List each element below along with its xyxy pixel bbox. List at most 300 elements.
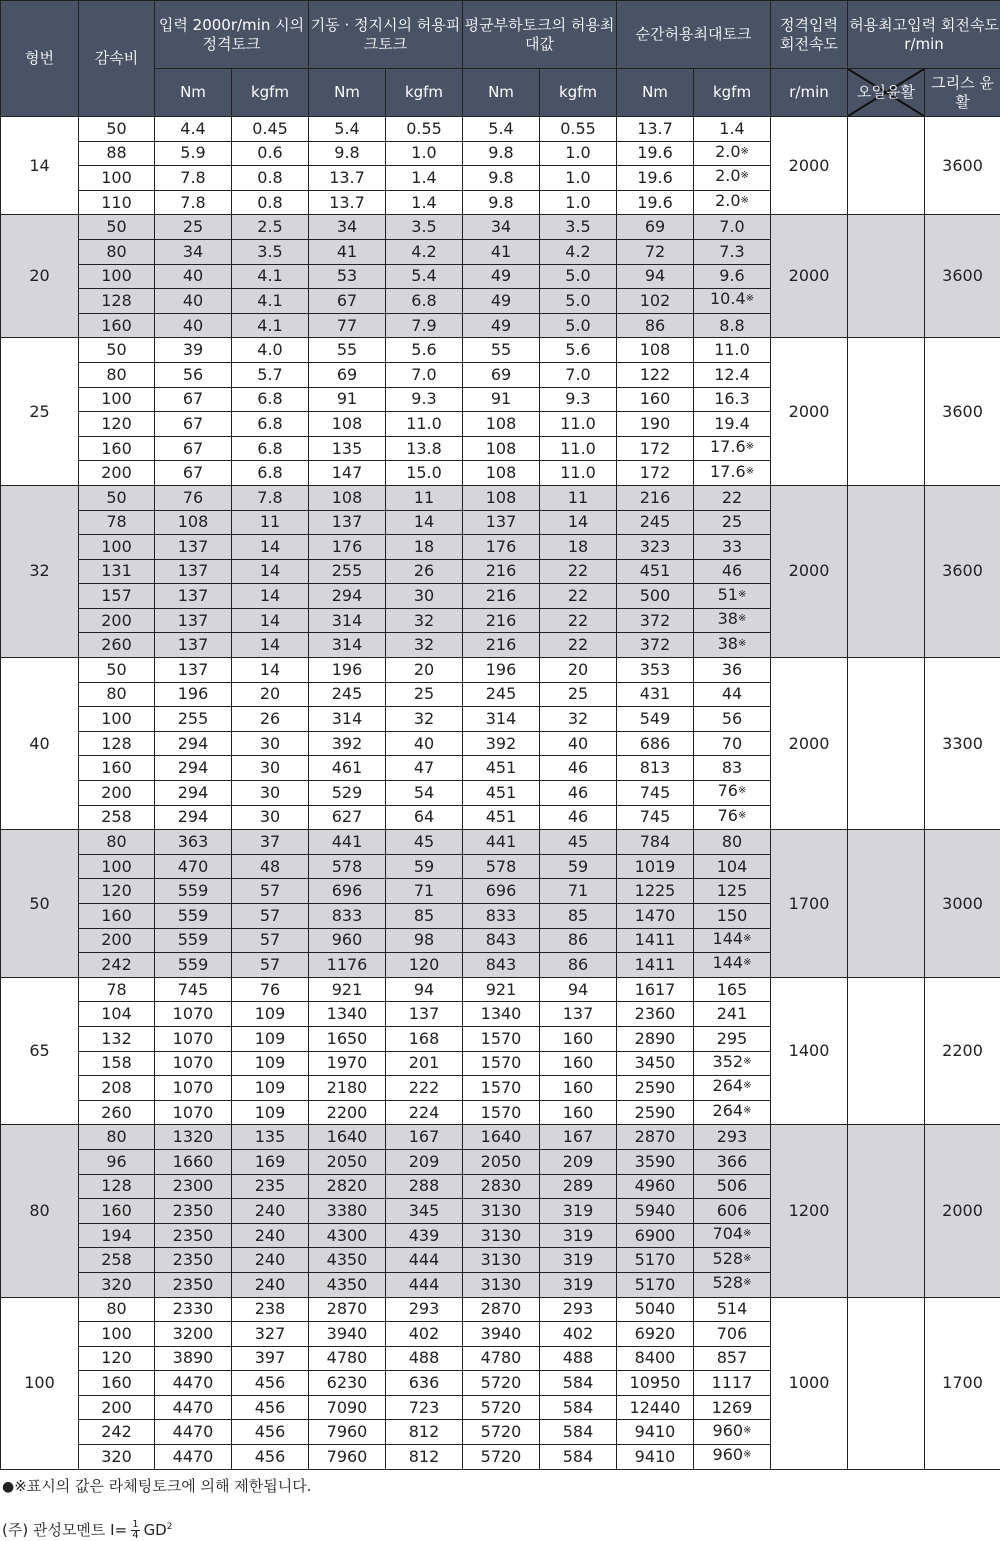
value-text: 17.6 <box>710 437 746 457</box>
oil-speed-cell <box>848 215 925 338</box>
peak-torque-kgfm-cell: 6.8 <box>386 289 463 314</box>
rated-torque-nm-cell: 137 <box>155 633 232 658</box>
ratio-cell: 160 <box>79 313 155 338</box>
rated-torque-kgfm-cell: 4.1 <box>232 313 309 338</box>
peak-torque-kgfm-cell: 30 <box>386 584 463 609</box>
peak-torque-kgfm-cell: 7.9 <box>386 313 463 338</box>
avg-torque-nm-cell: 108 <box>463 461 540 486</box>
rated-torque-nm-cell: 1070 <box>155 1076 232 1101</box>
peak-torque-nm-cell: 13.7 <box>309 190 386 215</box>
avg-torque-kgfm-cell: 160 <box>540 1026 617 1051</box>
table-row <box>1 1297 1000 1322</box>
peak-torque-nm-cell: 441 <box>309 830 386 855</box>
avg-torque-nm-cell: 34 <box>463 215 540 240</box>
grease-speed-cell: 1700 <box>925 1297 1000 1469</box>
fraction-denominator: 4 <box>132 1530 139 1541</box>
avg-torque-kgfm-cell: 40 <box>540 731 617 756</box>
model-type-cell: 14 <box>1 117 79 215</box>
rated-torque-nm-cell: 7.8 <box>155 190 232 215</box>
peak-torque-kgfm-cell: 812 <box>386 1420 463 1445</box>
momentary-torque-nm-cell: 3590 <box>617 1149 694 1174</box>
peak-torque-kgfm-cell: 636 <box>386 1371 463 1396</box>
value-text: 528 <box>712 1273 744 1293</box>
rated-torque-nm-cell: 39 <box>155 338 232 363</box>
avg-torque-nm-cell: 451 <box>463 781 540 806</box>
peak-torque-kgfm-cell: 402 <box>386 1322 463 1347</box>
avg-torque-kgfm-cell: 86 <box>540 928 617 953</box>
peak-torque-kgfm-cell: 1.4 <box>386 190 463 215</box>
ratchet-limit-mark: ※ <box>740 145 749 157</box>
ratchet-limit-mark: ※ <box>737 809 747 821</box>
avg-torque-kgfm-cell: 18 <box>540 535 617 560</box>
momentary-torque-kgfm-cell: 19.4 <box>694 412 771 437</box>
rated-torque-kgfm-cell: 14 <box>232 608 309 633</box>
rated-torque-kgfm-cell: 14 <box>232 658 309 683</box>
peak-torque-kgfm-cell: 488 <box>386 1346 463 1371</box>
avg-torque-nm-cell: 176 <box>463 535 540 560</box>
ratchet-limit-mark: ※ <box>745 293 755 305</box>
model-type-cell: 32 <box>1 485 79 657</box>
note-ratchet-text: ※표시의 값은 라체팅토크에 의해 제한됩니다. <box>14 1477 312 1495</box>
rated-speed-cell: 2000 <box>771 658 848 830</box>
avg-torque-nm-cell: 108 <box>463 436 540 461</box>
rated-torque-nm-cell: 1660 <box>155 1149 232 1174</box>
peak-torque-kgfm-cell: 5.6 <box>386 338 463 363</box>
peak-torque-kgfm-cell: 13.8 <box>386 436 463 461</box>
table-row <box>1 117 1000 142</box>
momentary-torque-kgfm-cell: 7.3 <box>694 239 771 264</box>
rated-torque-kgfm-cell: 30 <box>232 731 309 756</box>
ratchet-limit-mark: ※ <box>743 957 752 969</box>
rated-torque-kgfm-cell: 6.8 <box>232 387 309 412</box>
rated-speed-cell: 1400 <box>771 977 848 1125</box>
rated-torque-nm-cell: 2350 <box>155 1199 232 1224</box>
rated-torque-kgfm-cell: 6.8 <box>232 412 309 437</box>
rated-torque-nm-cell: 67 <box>155 461 232 486</box>
peak-torque-kgfm-cell: 345 <box>386 1199 463 1224</box>
rated-torque-nm-cell: 137 <box>155 559 232 584</box>
rated-torque-kgfm-cell: 456 <box>232 1395 309 1420</box>
avg-torque-kgfm-cell: 319 <box>540 1199 617 1224</box>
ratio-cell: 80 <box>79 682 155 707</box>
rated-torque-kgfm-cell: 14 <box>232 535 309 560</box>
peak-torque-kgfm-cell: 94 <box>386 977 463 1002</box>
peak-torque-nm-cell: 7960 <box>309 1420 386 1445</box>
momentary-torque-kgfm-cell: 56 <box>694 707 771 732</box>
peak-torque-nm-cell: 4780 <box>309 1346 386 1371</box>
unit-kgfm: kgfm <box>386 69 463 117</box>
avg-torque-kgfm-cell: 584 <box>540 1395 617 1420</box>
bullet-icon: ● <box>2 1479 15 1495</box>
rated-torque-nm-cell: 67 <box>155 387 232 412</box>
rated-torque-nm-cell: 34 <box>155 239 232 264</box>
value-text: 76 <box>717 781 738 801</box>
header-avg-torque: 평균부하토크의 허용최대값 <box>463 1 617 69</box>
ratchet-limit-mark: ※ <box>737 588 747 600</box>
rated-torque-nm-cell: 4470 <box>155 1395 232 1420</box>
momentary-torque-kgfm-cell: 8.8 <box>694 313 771 338</box>
momentary-torque-kgfm-cell <box>694 166 771 191</box>
peak-torque-kgfm-cell: 120 <box>386 953 463 978</box>
value-text: 17.6 <box>710 461 746 481</box>
ratio-cell: 208 <box>79 1076 155 1101</box>
table-row <box>1 338 1000 363</box>
peak-torque-kgfm-cell: 32 <box>386 608 463 633</box>
momentary-torque-nm-cell: 245 <box>617 510 694 535</box>
rated-torque-nm-cell: 559 <box>155 879 232 904</box>
rated-torque-kgfm-cell: 240 <box>232 1223 309 1248</box>
ratchet-limit-mark: ※ <box>737 785 747 797</box>
momentary-torque-nm-cell: 190 <box>617 412 694 437</box>
peak-torque-nm-cell: 294 <box>309 584 386 609</box>
momentary-torque-nm-cell: 172 <box>617 461 694 486</box>
momentary-torque-kgfm-cell <box>694 608 771 633</box>
peak-torque-nm-cell: 2870 <box>309 1297 386 1322</box>
avg-torque-nm-cell: 3130 <box>463 1272 540 1297</box>
rated-torque-nm-cell: 559 <box>155 904 232 929</box>
rated-torque-nm-cell: 1070 <box>155 1002 232 1027</box>
rated-torque-kgfm-cell: 238 <box>232 1297 309 1322</box>
avg-torque-nm-cell: 245 <box>463 682 540 707</box>
ratio-cell: 100 <box>79 1322 155 1347</box>
momentary-torque-kgfm-cell: 80 <box>694 830 771 855</box>
momentary-torque-nm-cell: 1411 <box>617 953 694 978</box>
peak-torque-nm-cell: 696 <box>309 879 386 904</box>
momentary-torque-nm-cell: 9410 <box>617 1445 694 1470</box>
avg-torque-kgfm-cell: 584 <box>540 1420 617 1445</box>
peak-torque-kgfm-cell: 137 <box>386 1002 463 1027</box>
ratchet-limit-mark: ※ <box>737 637 747 649</box>
rated-torque-nm-cell: 7.8 <box>155 166 232 191</box>
ratio-cell: 100 <box>79 387 155 412</box>
avg-torque-kgfm-cell: 94 <box>540 977 617 1002</box>
rated-speed-cell: 2000 <box>771 338 848 486</box>
ratchet-limit-mark: ※ <box>745 465 755 477</box>
momentary-torque-nm-cell: 3450 <box>617 1051 694 1076</box>
rated-torque-kgfm-cell: 2.5 <box>232 215 309 240</box>
note-inertia-superscript: 2 <box>166 1522 173 1532</box>
avg-torque-kgfm-cell: 59 <box>540 854 617 879</box>
avg-torque-kgfm-cell: 85 <box>540 904 617 929</box>
avg-torque-nm-cell: 41 <box>463 239 540 264</box>
avg-torque-nm-cell: 137 <box>463 510 540 535</box>
momentary-torque-nm-cell: 2590 <box>617 1100 694 1125</box>
table-row <box>1 658 1000 683</box>
avg-torque-nm-cell: 196 <box>463 658 540 683</box>
ratio-cell: 88 <box>79 141 155 166</box>
value-text: 960 <box>712 1420 744 1440</box>
peak-torque-nm-cell: 4350 <box>309 1272 386 1297</box>
rated-torque-nm-cell: 5.9 <box>155 141 232 166</box>
rated-torque-nm-cell: 2350 <box>155 1248 232 1273</box>
peak-torque-nm-cell: 135 <box>309 436 386 461</box>
momentary-torque-nm-cell: 745 <box>617 781 694 806</box>
peak-torque-nm-cell: 5.4 <box>309 117 386 142</box>
momentary-torque-kgfm-cell: 295 <box>694 1026 771 1051</box>
rated-torque-nm-cell: 559 <box>155 928 232 953</box>
peak-torque-nm-cell: 6230 <box>309 1371 386 1396</box>
peak-torque-kgfm-cell: 26 <box>386 559 463 584</box>
avg-torque-kgfm-cell: 11.0 <box>540 436 617 461</box>
peak-torque-nm-cell: 108 <box>309 485 386 510</box>
avg-torque-nm-cell: 216 <box>463 559 540 584</box>
peak-torque-nm-cell: 461 <box>309 756 386 781</box>
momentary-torque-nm-cell: 86 <box>617 313 694 338</box>
momentary-torque-nm-cell: 69 <box>617 215 694 240</box>
peak-torque-kgfm-cell: 201 <box>386 1051 463 1076</box>
rated-torque-nm-cell: 4470 <box>155 1371 232 1396</box>
header-type: 형번 <box>1 1 79 117</box>
oil-label: 오일윤활 <box>857 83 915 101</box>
value-text: 704 <box>712 1224 744 1244</box>
header-peak-torque: 기동 · 정지시의 허용피크토크 <box>309 1 463 69</box>
rated-torque-nm-cell: 2330 <box>155 1297 232 1322</box>
value-text: 2.0 <box>715 141 741 161</box>
header-max-speed: 허용최고입력 회전속도 r/min <box>848 1 1000 69</box>
value-text: 352 <box>712 1051 744 1071</box>
avg-torque-kgfm-cell: 46 <box>540 805 617 830</box>
ratio-cell: 157 <box>79 584 155 609</box>
rated-torque-kgfm-cell: 6.8 <box>232 461 309 486</box>
rated-torque-kgfm-cell: 14 <box>232 584 309 609</box>
peak-torque-nm-cell: 314 <box>309 633 386 658</box>
header-momentary-torque: 순간허용최대토크 <box>617 1 771 69</box>
momentary-torque-nm-cell: 431 <box>617 682 694 707</box>
momentary-torque-nm-cell: 686 <box>617 731 694 756</box>
momentary-torque-kgfm-cell <box>694 461 771 486</box>
rated-torque-nm-cell: 196 <box>155 682 232 707</box>
value-text: 2.0 <box>715 191 741 211</box>
peak-torque-nm-cell: 13.7 <box>309 166 386 191</box>
peak-torque-kgfm-cell: 4.2 <box>386 239 463 264</box>
avg-torque-nm-cell: 5720 <box>463 1445 540 1470</box>
peak-torque-kgfm-cell: 7.0 <box>386 362 463 387</box>
oil-speed-cell <box>848 1125 925 1297</box>
momentary-torque-kgfm-cell: 36 <box>694 658 771 683</box>
momentary-torque-nm-cell: 8400 <box>617 1346 694 1371</box>
rated-torque-nm-cell: 56 <box>155 362 232 387</box>
ratio-cell: 120 <box>79 1346 155 1371</box>
value-text: 264 <box>712 1076 744 1096</box>
momentary-torque-nm-cell: 72 <box>617 239 694 264</box>
rated-torque-kgfm-cell: 327 <box>232 1322 309 1347</box>
ratio-cell: 80 <box>79 1297 155 1322</box>
ratio-cell: 320 <box>79 1445 155 1470</box>
header-oil-lubrication <box>848 69 925 117</box>
avg-torque-nm-cell: 9.8 <box>463 166 540 191</box>
avg-torque-nm-cell: 216 <box>463 633 540 658</box>
avg-torque-kgfm-cell: 5.0 <box>540 264 617 289</box>
avg-torque-nm-cell: 5720 <box>463 1395 540 1420</box>
momentary-torque-kgfm-cell <box>694 584 771 609</box>
peak-torque-nm-cell: 147 <box>309 461 386 486</box>
oil-speed-cell <box>848 117 925 215</box>
avg-torque-nm-cell: 49 <box>463 313 540 338</box>
ratio-cell: 80 <box>79 830 155 855</box>
peak-torque-kgfm-cell: 167 <box>386 1125 463 1150</box>
avg-torque-kgfm-cell: 167 <box>540 1125 617 1150</box>
ratio-cell: 258 <box>79 1248 155 1273</box>
rated-torque-kgfm-cell: 5.7 <box>232 362 309 387</box>
rated-speed-cell: 2000 <box>771 117 848 215</box>
avg-torque-kgfm-cell: 7.0 <box>540 362 617 387</box>
peak-torque-nm-cell: 69 <box>309 362 386 387</box>
rated-torque-nm-cell: 25 <box>155 215 232 240</box>
rated-torque-kgfm-cell: 0.8 <box>232 190 309 215</box>
peak-torque-kgfm-cell: 1.4 <box>386 166 463 191</box>
header-ratio: 감속비 <box>79 1 155 117</box>
rated-torque-kgfm-cell: 240 <box>232 1199 309 1224</box>
ratio-cell: 200 <box>79 1395 155 1420</box>
ratio-cell: 242 <box>79 1420 155 1445</box>
peak-torque-nm-cell: 137 <box>309 510 386 535</box>
momentary-torque-nm-cell: 6900 <box>617 1223 694 1248</box>
peak-torque-nm-cell: 1340 <box>309 1002 386 1027</box>
peak-torque-kgfm-cell: 444 <box>386 1248 463 1273</box>
momentary-torque-nm-cell: 216 <box>617 485 694 510</box>
rated-torque-nm-cell: 4470 <box>155 1420 232 1445</box>
avg-torque-kgfm-cell: 5.0 <box>540 313 617 338</box>
rated-speed-cell: 2000 <box>771 485 848 657</box>
avg-torque-nm-cell: 314 <box>463 707 540 732</box>
rated-torque-nm-cell: 1070 <box>155 1051 232 1076</box>
header-grease-lubrication: 그리스 윤활 <box>925 69 1000 117</box>
grease-speed-cell: 3600 <box>925 338 1000 486</box>
momentary-torque-kgfm-cell: 11.0 <box>694 338 771 363</box>
rated-torque-nm-cell: 2350 <box>155 1272 232 1297</box>
rated-torque-nm-cell: 294 <box>155 781 232 806</box>
rated-torque-nm-cell: 294 <box>155 756 232 781</box>
value-text: 528 <box>712 1248 744 1268</box>
peak-torque-nm-cell: 627 <box>309 805 386 830</box>
momentary-torque-nm-cell: 745 <box>617 805 694 830</box>
avg-torque-kgfm-cell: 20 <box>540 658 617 683</box>
model-type-cell: 20 <box>1 215 79 338</box>
momentary-torque-nm-cell: 4960 <box>617 1174 694 1199</box>
ratchet-limit-mark: ※ <box>743 1277 752 1289</box>
rated-torque-nm-cell: 76 <box>155 485 232 510</box>
grease-speed-cell: 3600 <box>925 215 1000 338</box>
momentary-torque-nm-cell: 1225 <box>617 879 694 904</box>
avg-torque-kgfm-cell: 289 <box>540 1174 617 1199</box>
momentary-torque-kgfm-cell: 22 <box>694 485 771 510</box>
rated-torque-kgfm-cell: 30 <box>232 756 309 781</box>
rated-torque-kgfm-cell: 20 <box>232 682 309 707</box>
avg-torque-nm-cell: 49 <box>463 289 540 314</box>
peak-torque-kgfm-cell: 222 <box>386 1076 463 1101</box>
ratio-cell: 200 <box>79 461 155 486</box>
value-text: 960 <box>712 1445 744 1465</box>
rated-torque-kgfm-cell: 169 <box>232 1149 309 1174</box>
momentary-torque-nm-cell: 2870 <box>617 1125 694 1150</box>
peak-torque-nm-cell: 314 <box>309 608 386 633</box>
ratio-cell: 260 <box>79 1100 155 1125</box>
avg-torque-kgfm-cell: 293 <box>540 1297 617 1322</box>
rated-torque-nm-cell: 470 <box>155 854 232 879</box>
rated-torque-kgfm-cell: 456 <box>232 1371 309 1396</box>
rated-torque-kgfm-cell: 37 <box>232 830 309 855</box>
ratio-cell: 120 <box>79 412 155 437</box>
avg-torque-kgfm-cell: 584 <box>540 1445 617 1470</box>
avg-torque-kgfm-cell: 160 <box>540 1051 617 1076</box>
avg-torque-kgfm-cell: 32 <box>540 707 617 732</box>
momentary-torque-nm-cell: 1617 <box>617 977 694 1002</box>
momentary-torque-nm-cell: 2590 <box>617 1076 694 1101</box>
oil-speed-cell <box>848 977 925 1125</box>
avg-torque-nm-cell: 216 <box>463 584 540 609</box>
ratio-cell: 100 <box>79 264 155 289</box>
avg-torque-nm-cell: 392 <box>463 731 540 756</box>
peak-torque-kgfm-cell: 54 <box>386 781 463 806</box>
rated-torque-kgfm-cell: 57 <box>232 879 309 904</box>
ratio-cell: 320 <box>79 1272 155 1297</box>
value-text: 144 <box>712 928 744 948</box>
peak-torque-nm-cell: 196 <box>309 658 386 683</box>
rated-torque-nm-cell: 137 <box>155 658 232 683</box>
note-ratchet <box>2 1475 311 1496</box>
avg-torque-nm-cell: 1570 <box>463 1026 540 1051</box>
rated-torque-nm-cell: 363 <box>155 830 232 855</box>
peak-torque-nm-cell: 255 <box>309 559 386 584</box>
ratio-cell: 128 <box>79 289 155 314</box>
ratio-cell: 160 <box>79 756 155 781</box>
avg-torque-kgfm-cell: 71 <box>540 879 617 904</box>
peak-torque-nm-cell: 578 <box>309 854 386 879</box>
momentary-torque-kgfm-cell: 293 <box>694 1125 771 1150</box>
rated-speed-cell: 2000 <box>771 215 848 338</box>
momentary-torque-kgfm-cell: 7.0 <box>694 215 771 240</box>
momentary-torque-kgfm-cell: 70 <box>694 731 771 756</box>
ratio-cell: 128 <box>79 731 155 756</box>
ratio-cell: 80 <box>79 362 155 387</box>
oil-speed-cell <box>848 658 925 830</box>
momentary-torque-nm-cell: 172 <box>617 436 694 461</box>
avg-torque-nm-cell: 843 <box>463 953 540 978</box>
avg-torque-nm-cell: 49 <box>463 264 540 289</box>
peak-torque-kgfm-cell: 18 <box>386 535 463 560</box>
rated-torque-nm-cell: 137 <box>155 608 232 633</box>
rated-torque-kgfm-cell: 109 <box>232 1076 309 1101</box>
ratio-cell: 100 <box>79 707 155 732</box>
fraction-numerator: 1 <box>132 1519 139 1530</box>
rated-torque-kgfm-cell: 135 <box>232 1125 309 1150</box>
avg-torque-kgfm-cell: 319 <box>540 1248 617 1273</box>
peak-torque-nm-cell: 245 <box>309 682 386 707</box>
ratio-cell: 258 <box>79 805 155 830</box>
grease-speed-cell: 3000 <box>925 830 1000 978</box>
momentary-torque-nm-cell: 19.6 <box>617 190 694 215</box>
peak-torque-kgfm-cell: 98 <box>386 928 463 953</box>
momentary-torque-nm-cell: 372 <box>617 633 694 658</box>
model-type-cell: 65 <box>1 977 79 1125</box>
peak-torque-kgfm-cell: 288 <box>386 1174 463 1199</box>
momentary-torque-nm-cell: 2890 <box>617 1026 694 1051</box>
rated-torque-kgfm-cell: 240 <box>232 1248 309 1273</box>
rated-torque-nm-cell: 2300 <box>155 1174 232 1199</box>
momentary-torque-nm-cell: 19.6 <box>617 141 694 166</box>
avg-torque-nm-cell: 5.4 <box>463 117 540 142</box>
value-text: 2.0 <box>715 166 741 186</box>
avg-torque-kgfm-cell: 0.55 <box>540 117 617 142</box>
unit-rmin: r/min <box>771 69 848 117</box>
ratchet-limit-mark: ※ <box>743 1424 752 1436</box>
momentary-torque-kgfm-cell: 16.3 <box>694 387 771 412</box>
peak-torque-nm-cell: 7960 <box>309 1445 386 1470</box>
momentary-torque-nm-cell: 13.7 <box>617 117 694 142</box>
model-type-cell: 100 <box>1 1297 79 1469</box>
rated-torque-kgfm-cell: 11 <box>232 510 309 535</box>
avg-torque-nm-cell: 1570 <box>463 1076 540 1101</box>
